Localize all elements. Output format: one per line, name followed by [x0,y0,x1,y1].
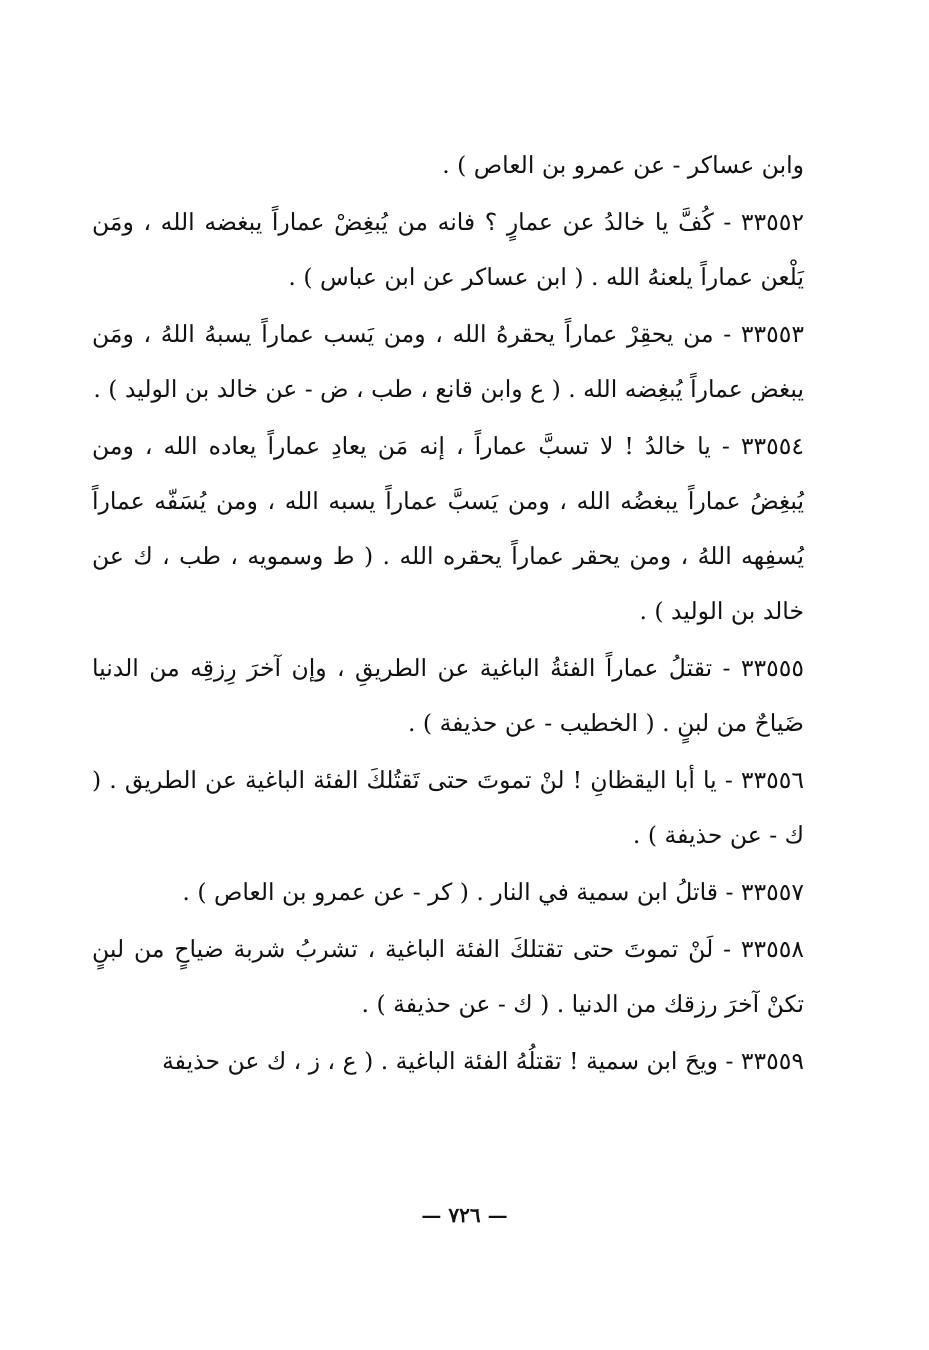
paragraph-continuation: وابن عساكر - عن عمرو بن العاص ) . [442,151,804,179]
hadith-33559: ٣٣٥٥٩ - ويحَ ابن سمية ! تقتلُهُ الفئة الباغية . ( ع ، ز ، ك عن حذيفة [162,1047,804,1075]
hadith-33555: ٣٣٥٥٥ - تقتلُ عماراً الفئةُ الباغية عن الطريقِ ، وإن آخرَ رِزقِه من الدنيا ضَياحٌ من لبنٍ . ( الخطيب - عن حذيفة ) . [92,654,804,737]
hadith-33557: ٣٣٥٥٧ - قاتلُ ابن سمية في النار . ( كر - عن عمرو بن العاص ) . [182,878,804,906]
page-number: — ٧٢٦ — [421,1203,508,1227]
hadith-33558: ٣٣٥٥٨ - لَنْ تموتَ حتى تقتلكَ الفئة الباغية ، تشربُ شربة ضياحٍ من لبنٍ تكنْ آخرَ رزقك من الدنيا . ( ك - عن حذيفة ) . [92,935,804,1018]
hadith-33552: ٣٣٥٥٢ - كُفَّ يا خالدُ عن عمارٍ ؟ فانه من يُبغِضْ عماراً يبغضه الله ، ومَن يَلْعن عماراً يلعنهُ الله . ( ابن عساكر عن ابن عباس ) . [92,208,804,291]
hadith-text-block [92,138,804,1089]
hadith-33554: ٣٣٥٥٤ - يا خالدُ ! لا تسبَّ عماراً ، إنه مَن يعادِ عماراً يعاده الله ، ومن يُبغِضُ عماراً يبغضُه الله ، ومن يَسبَّ عماراً يسبه الله ، ومن يُسَفّه عماراً يُسفِهه اللهُ ، ومن يحقر عماراً يحقره الله . ( ط وسمويه ، طب ، ك عن خالد بن الوليد ) . [92,432,804,625]
hadith-33556: ٣٣٥٥٦ - يا أبا اليقظانِ ! لنْ تموتَ حتى تَقتُلكَ الفئة الباغية عن الطريق . ( ك - عن حذيفة ) . [92,766,804,849]
hadith-33553: ٣٣٥٥٣ - من يحقِرْ عماراً يحقرهُ الله ، ومن يَسب عماراً يسبهُ اللهُ ، ومَن يبغض عماراً يُبغِضه الله . ( ع وابن قانع ، طب ، ض - عن خالد بن الوليد ) . [92,320,804,403]
